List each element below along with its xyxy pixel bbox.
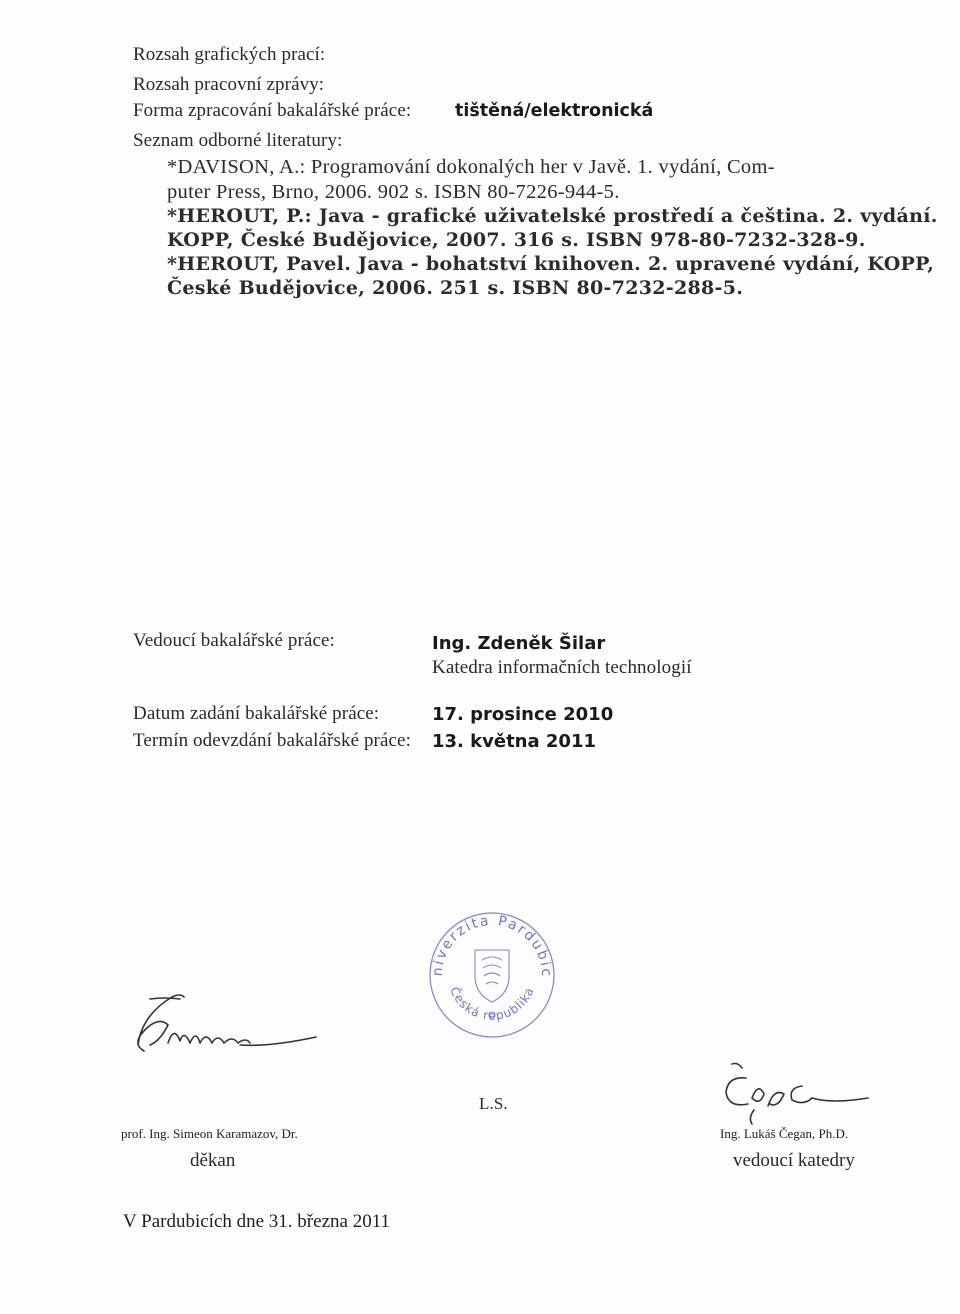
stamp-ring-bottom: Česká republika bbox=[447, 984, 537, 1023]
dean-role: děkan bbox=[190, 1150, 236, 1171]
literature-line-6: České Budějovice, 2006. 251 s. ISBN 80-7232-288-5. bbox=[167, 277, 744, 299]
literature-label: Seznam odborné literatury: bbox=[133, 130, 343, 151]
stamp-ring-top: Univerzita Pardubice bbox=[420, 898, 555, 979]
place-date: V Pardubicích dne 31. března 2011 bbox=[123, 1211, 390, 1232]
literature-line-2: puter Press, Brno, 2006. 902 s. ISBN 80-7226-944-5. bbox=[167, 181, 620, 203]
graphic-works-label: Rozsah grafických prací: bbox=[133, 44, 326, 65]
dean-name: prof. Ing. Simeon Karamazov, Dr. bbox=[121, 1126, 298, 1141]
supervisor-department: Katedra informačních technologií bbox=[432, 657, 692, 678]
supervisor-name: Ing. Zdeněk Šilar bbox=[432, 633, 606, 654]
head-signature bbox=[712, 1058, 872, 1128]
report-scope-label: Rozsah pracovní zprávy: bbox=[133, 74, 325, 95]
university-stamp bbox=[420, 898, 557, 1040]
head-role: vedoucí katedry bbox=[733, 1150, 855, 1171]
literature-line-4: KOPP, České Budějovice, 2007. 316 s. ISBN 978-80-7232-328-9. bbox=[167, 229, 866, 251]
svg-text:Česká republika bbox=[447, 984, 537, 1022]
form-value: tištěná/elektronická bbox=[455, 101, 654, 121]
literature-line-1: *DAVISON, A.: Programování dokonalých her v Javě. 1. vydání, Com- bbox=[167, 156, 775, 178]
due-date-label: Termín odevzdání bakalářské práce: bbox=[133, 730, 411, 751]
assigned-date-value: 17. prosince 2010 bbox=[432, 704, 614, 725]
form-label: Forma zpracování bakalářské práce: bbox=[133, 100, 412, 121]
assigned-date-label: Datum zadání bakalářské práce: bbox=[133, 703, 380, 724]
locus-sigilli: L.S. bbox=[479, 1094, 508, 1113]
dean-signature bbox=[120, 985, 320, 1065]
supervisor-label: Vedoucí bakalářské práce: bbox=[133, 630, 335, 651]
literature-line-3: *HEROUT, P.: Java - grafické uživatelské prostředí a čeština. 2. vydání. bbox=[167, 205, 938, 227]
literature-line-5: *HEROUT, Pavel. Java - bohatství knihoven. 2. upravené vydání, KOPP, bbox=[167, 253, 935, 275]
head-name: Ing. Lukáš Čegan, Ph.D. bbox=[720, 1126, 849, 1141]
due-date-value: 13. května 2011 bbox=[432, 731, 596, 752]
